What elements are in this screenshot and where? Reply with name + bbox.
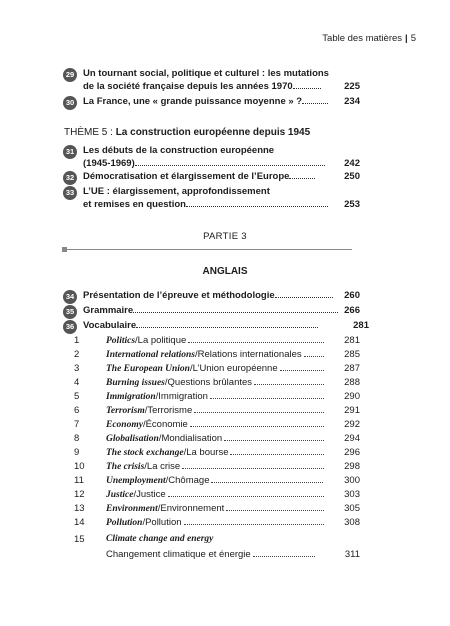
vocab-number: 15 bbox=[74, 534, 85, 545]
entry-title-text: Présentation de l’épreuve et méthodologie bbox=[83, 290, 275, 301]
dot-leader bbox=[304, 356, 324, 357]
page-number: 292 bbox=[344, 419, 360, 430]
vocab-number: 2 bbox=[74, 349, 80, 360]
vocab-number: 8 bbox=[74, 433, 80, 444]
vocab-number: 10 bbox=[74, 461, 85, 472]
dot-leader bbox=[211, 482, 324, 483]
vocab-english: Burning issues bbox=[106, 378, 165, 388]
vocab-number: 1 bbox=[74, 335, 80, 346]
vocab-french: Environnement bbox=[160, 503, 225, 514]
dot-leader bbox=[226, 510, 324, 511]
vocab-french: Justice bbox=[136, 489, 166, 500]
vocab-french: Immigration bbox=[158, 391, 208, 402]
dot-leader bbox=[133, 312, 338, 313]
entry-title-text: Démocratisation et élargissement de l’Europe bbox=[83, 171, 290, 182]
header-separator: | bbox=[405, 33, 408, 44]
entry-title-line2-text: de la société française depuis les années 1970 bbox=[83, 80, 293, 92]
chapter-badge: 36 bbox=[63, 320, 77, 334]
dot-leader bbox=[186, 206, 328, 207]
chapter-badge: 34 bbox=[63, 290, 77, 304]
entry-title-line2-text: et remises en question bbox=[83, 198, 186, 210]
part-heading: PARTIE 3 bbox=[203, 231, 247, 242]
vocab-french: Pollution bbox=[145, 517, 182, 528]
entry-title-line2 bbox=[83, 81, 360, 94]
dot-leader bbox=[210, 398, 324, 399]
dot-leader bbox=[230, 454, 324, 455]
entry-title bbox=[83, 320, 360, 333]
dot-leader bbox=[188, 342, 324, 343]
theme-title: La construction européenne depuis 1945 bbox=[115, 127, 311, 138]
vocab-english: The stock exchange bbox=[106, 448, 184, 458]
page-number: 253 bbox=[344, 198, 360, 210]
vocab-french: Questions brûlantes bbox=[167, 377, 253, 388]
vocab-number: 4 bbox=[74, 377, 80, 388]
vocab-french: La politique bbox=[137, 335, 187, 346]
vocab-english: The European Union bbox=[106, 364, 190, 374]
dot-leader bbox=[254, 384, 324, 385]
page-number: 287 bbox=[344, 363, 360, 374]
toc-entry-34[interactable] bbox=[64, 290, 360, 304]
vocab-english: The crisis bbox=[106, 462, 145, 472]
entry-title bbox=[83, 290, 360, 303]
vocab-number: 13 bbox=[74, 503, 85, 514]
dot-leader bbox=[289, 178, 315, 179]
page-number: 260 bbox=[344, 290, 360, 301]
dot-leader bbox=[302, 103, 328, 104]
vocab-number: 11 bbox=[74, 475, 84, 486]
vocab-english: Unemployment bbox=[106, 476, 166, 486]
vocab-french: Chômage bbox=[168, 475, 210, 486]
entry-title-text: Grammaire bbox=[83, 305, 134, 316]
entry-title-text: La France, une « grande puissance moyenne » ? bbox=[83, 96, 303, 107]
entry-title bbox=[83, 305, 360, 318]
dot-leader bbox=[190, 426, 324, 427]
vocab-french: Mondialisation bbox=[161, 433, 223, 444]
entry-title bbox=[83, 96, 360, 109]
vocab-french: Relations internationales bbox=[197, 349, 302, 360]
page-number: 285 bbox=[344, 349, 360, 360]
entry-title-line1: Un tournant social, politique et culturel : les mutations bbox=[83, 68, 329, 79]
vocab-french: Économie bbox=[145, 419, 188, 430]
page-number: 294 bbox=[344, 433, 360, 444]
vocab-english: Immigration bbox=[106, 392, 156, 402]
page-number: 288 bbox=[344, 377, 360, 388]
page-number: 234 bbox=[344, 96, 360, 107]
page-number: 281 bbox=[344, 335, 360, 346]
vocab-english: International relations bbox=[106, 350, 195, 360]
theme-heading bbox=[64, 126, 310, 139]
dot-leader bbox=[253, 556, 315, 557]
vocab-english: Economy bbox=[106, 420, 143, 430]
page-number: 290 bbox=[344, 391, 360, 402]
entry-title-text: Vocabulaire bbox=[83, 320, 137, 331]
vocab-french: Changement climatique et énergie bbox=[106, 549, 251, 560]
vocab-number: 6 bbox=[74, 405, 80, 416]
vocab-number: 9 bbox=[74, 447, 80, 458]
dot-leader bbox=[184, 524, 324, 525]
divider-marker bbox=[62, 247, 67, 252]
vocab-english: Climate change and energy bbox=[106, 534, 214, 544]
toc-entry-32[interactable] bbox=[64, 171, 360, 185]
page-number: 311 bbox=[344, 549, 360, 560]
page-number: 305 bbox=[344, 503, 360, 514]
page-number: 250 bbox=[344, 171, 360, 182]
entry-title-line1: Les débuts de la construction européenne bbox=[83, 145, 275, 156]
dot-leader bbox=[275, 297, 333, 298]
entry-title-line2-text: (1945-1969) bbox=[83, 157, 135, 169]
entry-title-line2 bbox=[83, 199, 360, 212]
dot-leader bbox=[168, 496, 324, 497]
chapter-badge: 30 bbox=[63, 96, 77, 110]
page-number: 225 bbox=[344, 80, 360, 92]
theme-label: THÈME 5 : bbox=[64, 127, 113, 138]
vocab-french: La crise bbox=[146, 461, 181, 472]
dot-leader bbox=[136, 327, 318, 328]
vocab-french: L’Union européenne bbox=[192, 363, 278, 374]
running-header bbox=[322, 33, 416, 44]
chapter-badge: 29 bbox=[63, 68, 77, 82]
page-number: 303 bbox=[344, 489, 360, 500]
vocab-number: 3 bbox=[74, 363, 80, 374]
vocab-number: 14 bbox=[74, 517, 85, 528]
dot-leader bbox=[182, 468, 324, 469]
page-number: 300 bbox=[344, 475, 360, 486]
toc-entry-36[interactable] bbox=[64, 320, 369, 334]
page-number: 291 bbox=[344, 405, 360, 416]
entry-title bbox=[83, 171, 360, 184]
page-number: 296 bbox=[344, 447, 360, 458]
dot-leader bbox=[194, 412, 324, 413]
vocab-english: Pollution bbox=[106, 518, 143, 528]
dot-leader bbox=[293, 88, 321, 89]
section-heading: ANGLAIS bbox=[202, 266, 248, 277]
page-number: 242 bbox=[344, 157, 360, 169]
chapter-badge: 33 bbox=[63, 186, 77, 200]
vocab-number: 12 bbox=[74, 489, 85, 500]
divider-rule bbox=[64, 249, 352, 250]
vocab-item-15[interactable] bbox=[74, 533, 360, 563]
vocab-english: Justice bbox=[106, 490, 134, 500]
page-number: 266 bbox=[344, 305, 360, 316]
vocab-french-line bbox=[106, 548, 315, 561]
vocab-english: Environment bbox=[106, 504, 158, 514]
dot-leader bbox=[224, 440, 324, 441]
toc-entry-30[interactable] bbox=[64, 96, 360, 110]
vocab-english: Politics bbox=[106, 336, 136, 346]
vocab-english: Globalisation bbox=[106, 434, 159, 444]
vocab-english: Terrorism bbox=[106, 406, 145, 416]
toc-entry-35[interactable] bbox=[64, 305, 360, 319]
page-number: 308 bbox=[344, 517, 360, 528]
vocab-number: 5 bbox=[74, 391, 80, 402]
chapter-badge: 32 bbox=[63, 171, 77, 185]
page-number: 281 bbox=[353, 320, 369, 331]
toc-entry-29[interactable] bbox=[64, 68, 360, 94]
toc-entry-31[interactable] bbox=[64, 145, 360, 171]
dot-leader bbox=[135, 165, 325, 166]
dot-leader bbox=[280, 370, 324, 371]
page-number: 298 bbox=[344, 461, 360, 472]
vocab-number: 7 bbox=[74, 419, 80, 430]
toc-entry-33[interactable] bbox=[64, 186, 360, 212]
entry-title-line2 bbox=[83, 158, 360, 171]
entry-title-line1: L’UE : élargissement, approfondissement bbox=[83, 186, 270, 197]
vocab-french: La bourse bbox=[186, 447, 229, 458]
chapter-badge: 35 bbox=[63, 305, 77, 319]
header-page-number: 5 bbox=[410, 33, 416, 44]
vocab-french: Terrorisme bbox=[147, 405, 193, 416]
chapter-badge: 31 bbox=[63, 145, 77, 159]
header-title: Table des matières bbox=[322, 33, 403, 44]
